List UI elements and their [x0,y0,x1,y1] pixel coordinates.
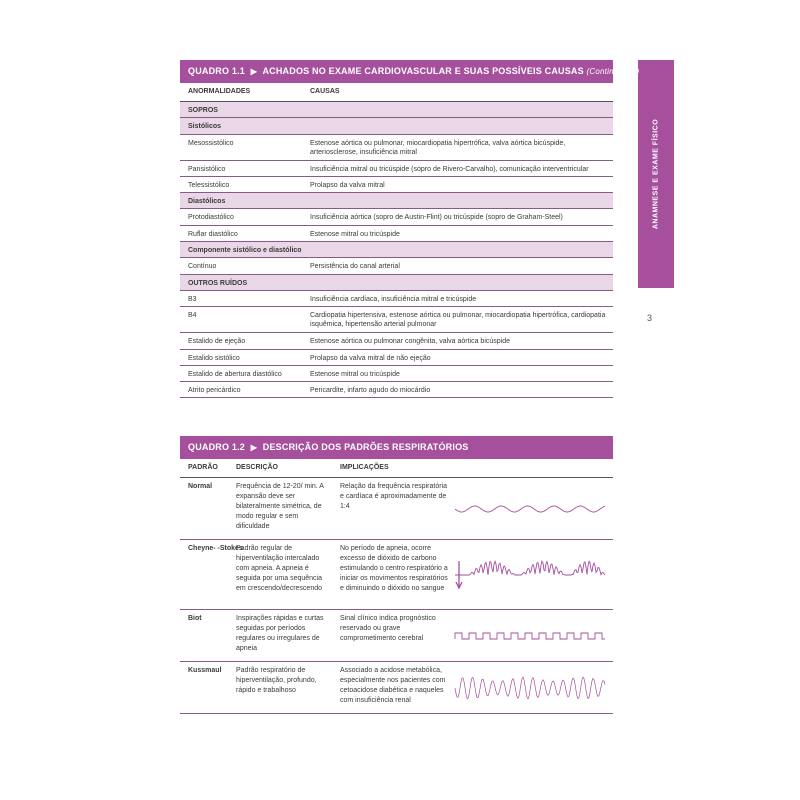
row-cause: Insuficiência cardíaca, insuficiência mitral e tricúspide [310,295,477,303]
row-abnormality: Estalido de abertura diastólico [188,370,282,378]
row-abnormality: Estalido sistólico [188,354,240,362]
biot-waveform [455,618,605,654]
table-number: QUADRO 1.1 [188,66,246,76]
table-row [180,366,613,382]
table-row [180,161,613,177]
row-abnormality: Contínuo [188,263,217,271]
table-section-row [180,242,613,258]
row-cause: Estenose mitral ou tricúspide [310,370,400,378]
table-title-bar [180,60,640,83]
row-abnormality: Mesossistólico [188,139,234,147]
pattern-row [180,478,613,540]
pattern-row [180,610,613,662]
row-abnormality: Estalido de ejeção [188,338,246,346]
pattern-name: Normal [188,483,213,490]
table-row [180,226,613,242]
row-cause: Insuficiência aórtica (sopro de Austin-Flint) ou tricúspide (sopro de Graham-Steel) [310,214,563,222]
row-abnormality: OUTROS RUÍDOS [188,279,248,287]
row-cause: Estenose mitral ou tricúspide [310,230,400,238]
row-abnormality: Sistólicos [188,123,222,131]
row-cause: Estenose aórtica ou pulmonar, miocardiopatia hipertrófica, valva aórtica bicúspide, arteriosclerose, insuficiência mitral [310,139,566,156]
row-cause: Prolapso da valva mitral [310,181,385,189]
page-number: 3 [647,313,653,323]
table-row [180,350,613,366]
row-abnormality: Atrito pericárdico [188,387,241,395]
pattern-implications: No período de apneia, ocorre excesso de dióxido de carbono estimulando o centro respiratório a iniciar os movimentos respiratórios e diminuindo o dióxido no sangue [340,545,448,592]
row-abnormality: B3 [188,295,197,303]
pattern-description: Padrão respiratório de hiperventilação, profundo, rápido e trabalhoso [236,667,317,694]
arrow-icon: ▶ [250,443,258,452]
row-abnormality: B4 [188,312,197,320]
row-abnormality: Diastólicos [188,198,226,206]
row-abnormality: Pansistólico [188,165,226,173]
pattern-description: Padrão regular de hiperventilação intercalado com apneia. A apneia é seguida por uma sequência em crescendo/decrescendo [236,545,323,592]
side-section-tab [638,60,674,288]
pattern-name: Cheyne- -Stokes [188,545,243,552]
arrow-icon: ▶ [250,67,258,76]
row-cause: Pericardite, infarto agudo do miocárdio [310,387,431,395]
normal-waveform [455,491,605,527]
table-title: ACHADOS NO EXAME CARDIOVASCULAR E SUAS POSSÍVEIS CAUSAS [262,66,584,76]
pattern-description: Frequência de 12-20/ min. A expansão deve ser bilateralmente simétrica, de modo regular e sem dificuldade [236,483,324,530]
table-row [180,291,613,307]
table-quadro-1-2 [180,436,613,714]
cheyne-waveform [455,557,605,593]
row-abnormality: Componente sistólico e diastólico [188,247,302,255]
biot-waveform-line [455,633,605,639]
table-title: DESCRIÇÃO DOS PADRÕES RESPIRATÓRIOS [262,442,469,452]
pattern-implications: Associado a acidose metabólica, especialmente nos pacientes com cetoacidose diabética e naqueles com insuficiência renal [340,667,446,704]
column-header-row [180,459,613,478]
table-section-row [180,118,613,134]
column-header-implications: IMPLICAÇÕES [340,464,389,471]
table-row [180,209,613,225]
table-quadro-1-1 [180,60,640,398]
row-cause: Cardiopatia hipertensiva, estenose aórtica ou pulmonar, miocardiopatia hipertrófica, cardiopatia isquêmica, hipertensão arterial pulmonar [310,312,606,329]
row-cause: Estenose aórtica ou pulmonar congênita, valva aórtica bicúspide [310,338,511,346]
table-row [180,382,613,398]
pattern-name: Biot [188,615,202,622]
down-arrow-icon [456,561,462,588]
pattern-description: Inspirações rápidas e curtas seguidas por períodos regulares ou irregulares de apneia [236,615,324,652]
table-row [180,258,613,274]
pattern-row [180,540,613,610]
continuation-note: (Continuação) [586,67,640,76]
pattern-implications: Relação da frequência respiratória e cardíaca é aproximadamente de 1:4 [340,483,448,510]
row-abnormality: SOPROS [188,107,218,114]
table-section-row [180,193,613,209]
row-cause: Persistência do canal arterial [310,263,400,271]
column-header-description: DESCRIÇÃO [236,464,279,471]
row-cause: Prolapso da valva mitral de não ejeção [310,354,431,362]
table-section-row [180,275,613,291]
pattern-name: Kussmaul [188,667,222,674]
side-section-label: ANAMNESE E EXAME FÍSICO [652,118,660,230]
row-abnormality: Protodiastólico [188,214,234,222]
kussmaul-waveform-line [455,677,605,699]
column-header-abnormalities: ANORMALIDADES [188,88,251,95]
table-row [180,135,613,161]
pattern-row [180,662,613,714]
kussmaul-waveform [455,670,605,706]
table-row [180,333,613,349]
table-section-row [180,102,613,118]
table-number: QUADRO 1.2 [188,442,246,452]
table-title-bar [180,436,613,459]
cheyne-waveform-line [455,561,605,575]
normal-waveform-line [455,506,605,512]
row-cause: Insuficiência mitral ou tricúspide (sopro de Rivero-Carvalho), comunicação interventricular [310,165,589,173]
column-header-row [180,83,613,102]
table-row [180,307,613,333]
column-header-causes: CAUSAS [310,88,340,95]
table-row [180,177,613,193]
row-abnormality: Ruflar diastólico [188,230,238,238]
pattern-implications: Sinal clínico indica prognóstico reservado ou grave comprometimento cerebral [340,615,436,642]
row-abnormality: Telessistólico [188,181,230,189]
column-header-pattern: PADRÃO [188,464,218,471]
